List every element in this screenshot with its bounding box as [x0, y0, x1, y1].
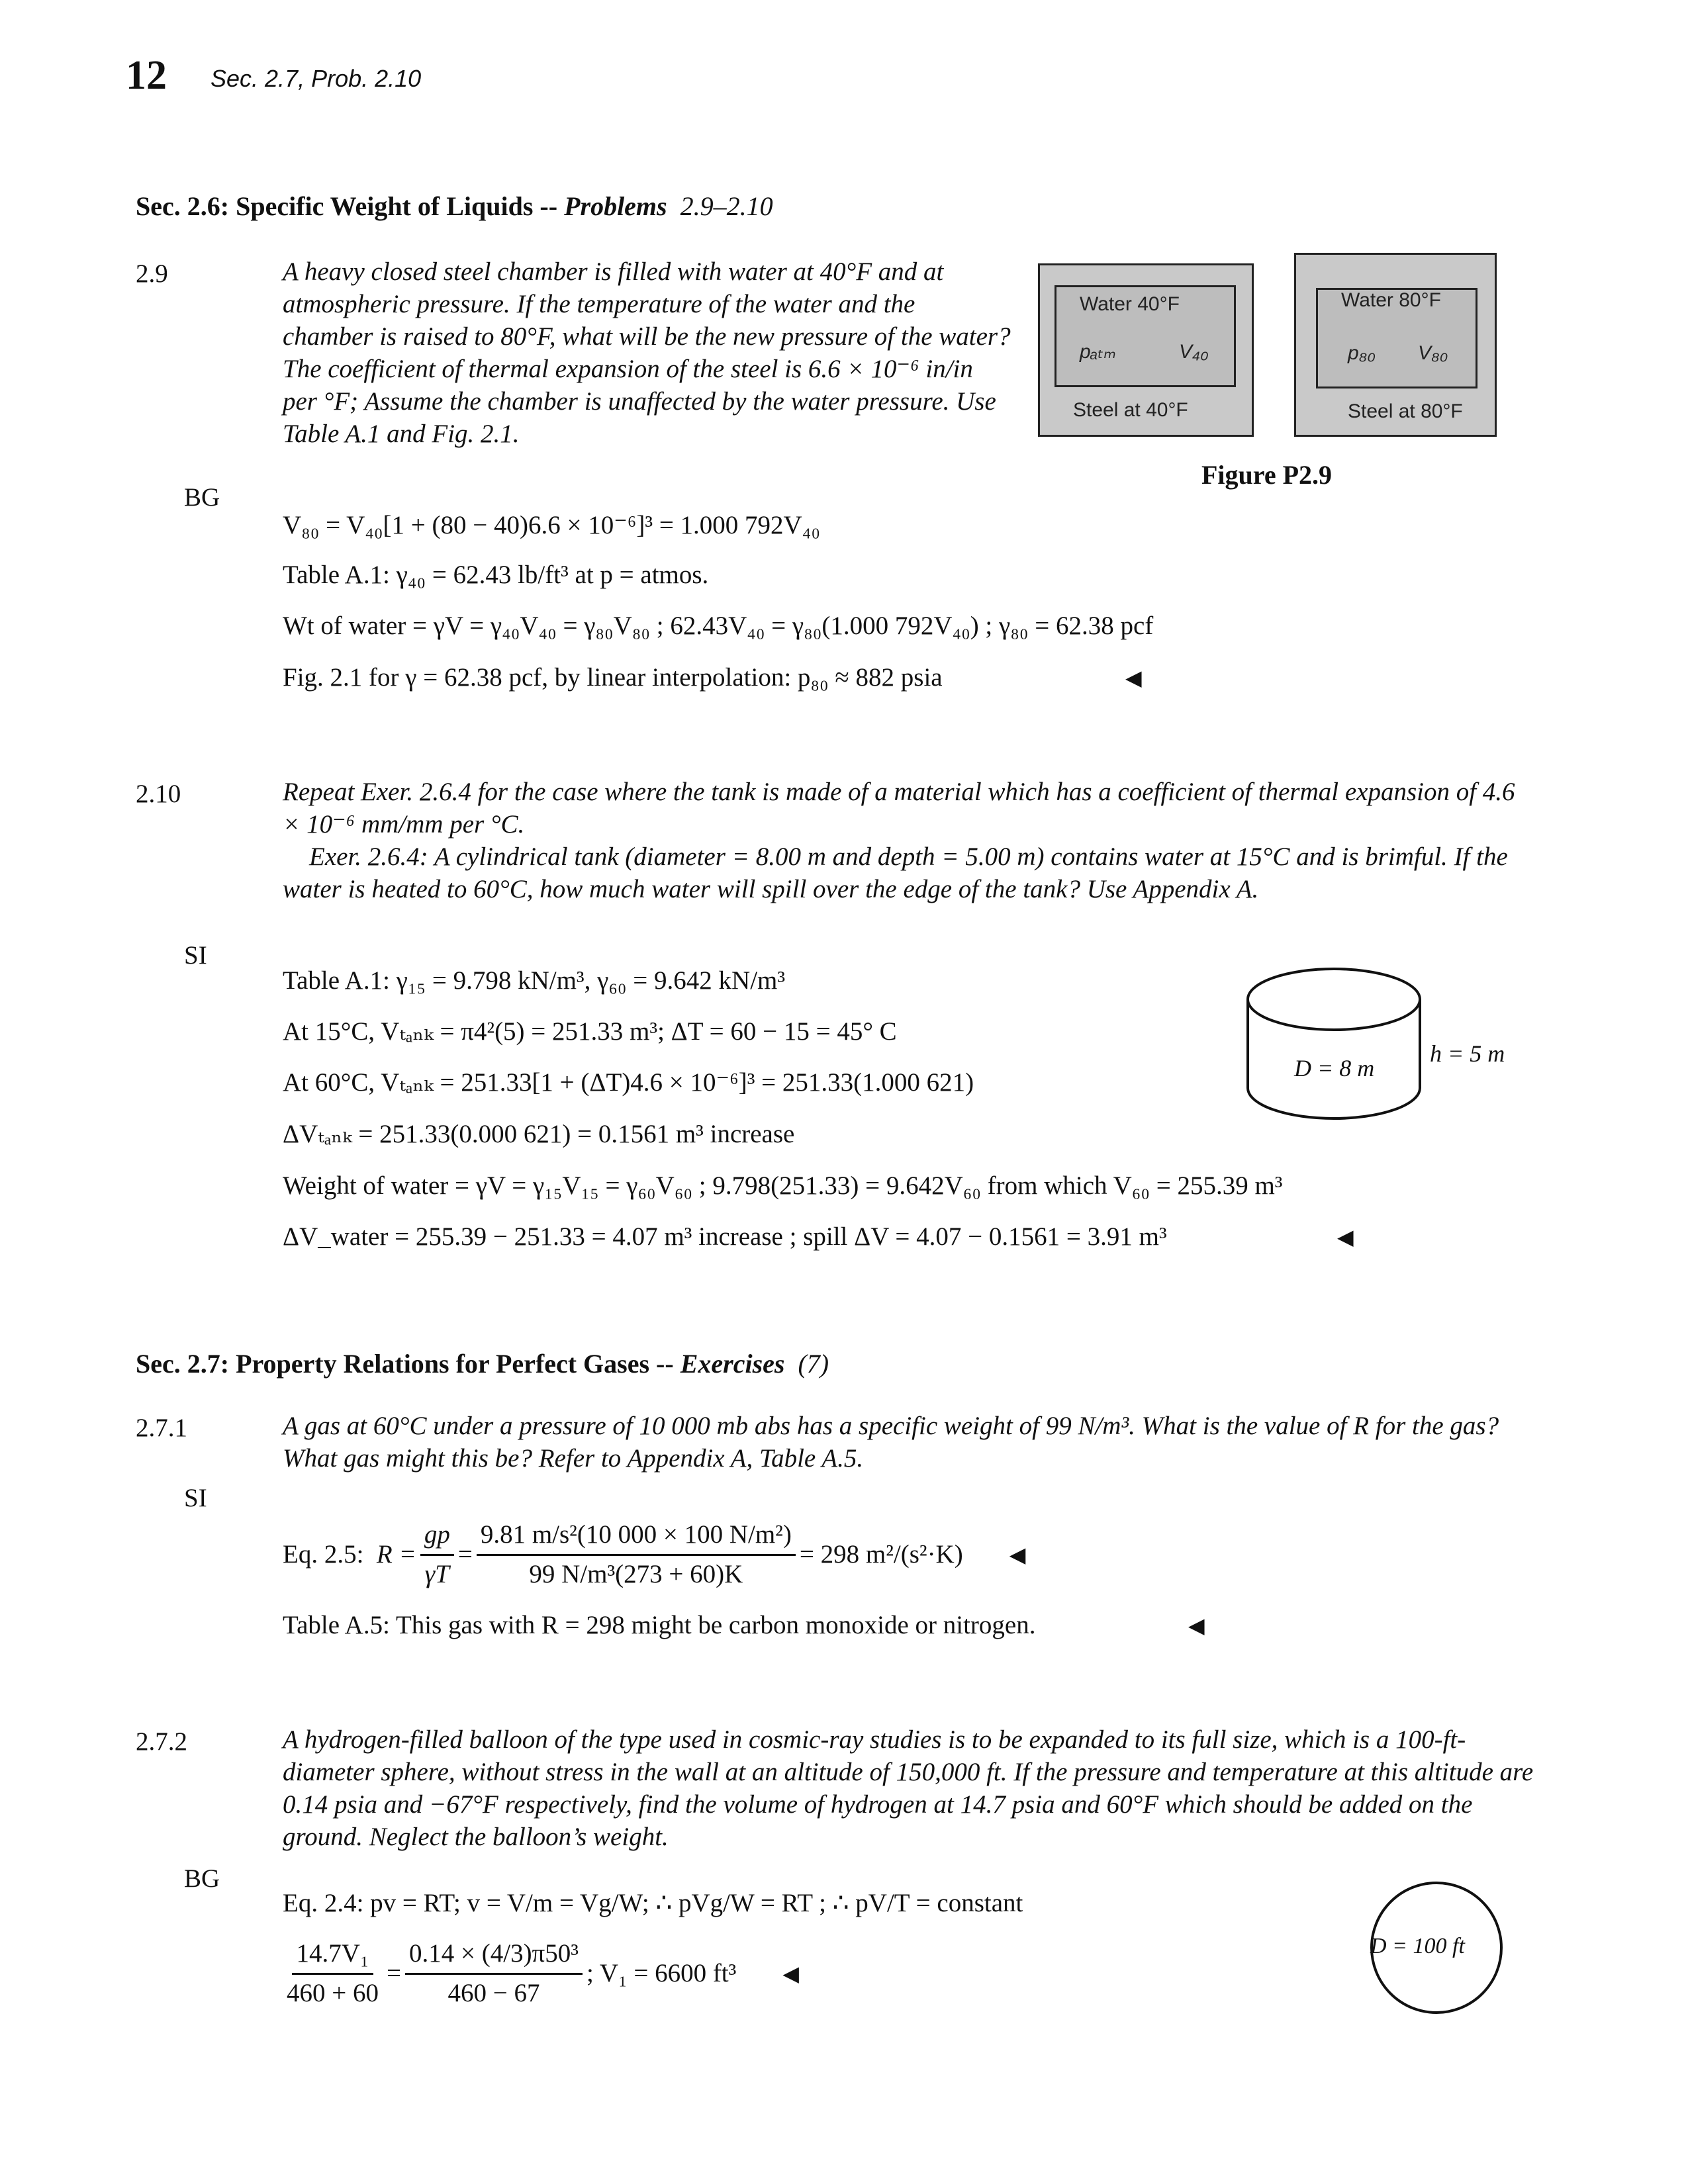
water-label: Water 80°F [1341, 289, 1441, 311]
volume-label: V₈₀ [1418, 342, 1448, 364]
problem-number: 2.10 [136, 780, 181, 808]
section-heading-italic: Problems [564, 191, 667, 221]
section-heading-range: 2.9–2.10 [680, 191, 773, 221]
answer-marker: ◀ [1125, 666, 1142, 690]
unit-system-tag: BG [184, 1864, 220, 1893]
problem-statement: A gas at 60°C under a pressure of 10 000 mb abs has a specific weight of 99 N/m³. What is the value of R for the gas? What gas might this be? Refer to Appendix A, Table A.5. [283, 1412, 1499, 1473]
fraction-numerator: gp [420, 1519, 454, 1556]
page-number: 12 [126, 53, 167, 98]
fraction-numerator: 0.14 × (4/3)π50³ [405, 1938, 583, 1975]
equation-lhs: R = [376, 1539, 416, 1569]
problem-statement: Exer. 2.6.4: A cylindrical tank (diameter = 8.00 m and depth = 5.00 m) contains water at 15°C and is brimful. If the water is heated to 60°C, how much water will spill over the edge of the tank? Use Appendix A. [283, 842, 1508, 903]
equation-label: Eq. 2.5: [283, 1539, 364, 1569]
fraction-denominator: γT [424, 1559, 449, 1588]
solution-line: Table A.1: γ₁₅ = 9.798 kN/m³, γ₆₀ = 9.642 kN/m³ [283, 966, 786, 995]
solution-line: Fig. 2.1 for γ = 62.38 pcf, by linear interpolation: p₈₀ ≈ 882 psia [283, 663, 943, 692]
section-heading-prefix: Sec. 2.7: Property Relations for Perfect Gases -- [136, 1349, 680, 1379]
fraction [477, 1519, 796, 1591]
steel-label: Steel at 80°F [1348, 400, 1463, 422]
tank-bottom-arc [1248, 1088, 1420, 1118]
section-heading-2-7 [136, 1347, 829, 1381]
pressure-label: p₈₀ [1348, 342, 1376, 364]
problem-number: 2.7.1 [136, 1414, 187, 1442]
sphere-diameter-label: D = 100 ft [1370, 1934, 1465, 1958]
solution-line: Eq. 2.4: pv = RT; v = V/m = Vg/W; ∴ pVg/W = RT ; ∴ pV/T = constant [283, 1889, 1023, 1917]
fraction-denominator: 99 N/m³(273 + 60)K [529, 1559, 743, 1588]
solution-line: At 60°C, Vₜₐₙₖ = 251.33[1 + (ΔT)4.6 × 10⁻⁶]³ = 251.33(1.000 621) [283, 1068, 974, 1097]
answer-marker: ◀ [1188, 1614, 1205, 1637]
equation-result: = 298 m²/(s²·K) [799, 1539, 963, 1569]
water-label: Water 40°F [1080, 293, 1180, 315]
volume-label: V₄₀ [1179, 341, 1209, 363]
problem-statement: A hydrogen-filled balloon of the type used in cosmic-ray studies is to be expanded to its full size, which is a 100-ft-diameter sphere, without stress in the wall at an altitude of 150,000 ft. If the pressure and temperature at this altitude are 0.14 psia and −67°F respectively, find the volume of hydrogen at 14.7 psia and 60°F which should be added on the ground. Neglect the balloon’s weight. [283, 1725, 1534, 1851]
solution-line: Wt of water = γV = γ₄₀V₄₀ = γ₈₀V₈₀ ; 62.43V₄₀ = γ₈₀(1.000 792V₄₀) ; γ₈₀ = 62.38 pcf [283, 612, 1154, 640]
volume-equation: $\frac{\text{14.7V₁}}{460 + 60}$ = $\frac{\text{0.14 × (4/3)π50³}}{460 - 67}$ ; V₁ = 6600 ft³ ◀ [283, 1938, 799, 2010]
problem-number: 2.9 [136, 259, 168, 288]
solution-line: ΔVₜₐₙₖ = 251.33(0.000 621) = 0.1561 m³ increase [283, 1120, 795, 1148]
answer-marker: ◀ [1009, 1543, 1026, 1567]
fraction [420, 1519, 454, 1591]
running-header: Sec. 2.7, Prob. 2.10 [211, 65, 422, 92]
tank-top-ellipse [1248, 969, 1420, 1030]
fraction [283, 1938, 383, 2010]
fraction-numerator: 14.7V₁ [292, 1938, 373, 1975]
solution-line: Table A.5: This gas with R = 298 might be carbon monoxide or nitrogen. [283, 1611, 1036, 1639]
answer-marker: ◀ [782, 1962, 799, 1986]
unit-system-tag: SI [184, 1484, 207, 1512]
fraction-denominator: 460 − 67 [447, 1978, 540, 2007]
pressure-label: pₐₜₘ [1080, 341, 1116, 363]
fraction-numerator: 9.81 m/s²(10 000 × 100 N/m²) [477, 1519, 796, 1556]
fraction-denominator: 460 + 60 [287, 1978, 379, 2007]
equation-2-5: Eq. 2.5: R = $\frac{gp}{\gamma T}$ = $\frac{\text{9.81 m/s²(10 000 × 100 N/m²)}}{\text{99 N/m³(273 + 60)K}}$ = 298 m²/(s²·K) ◀ [283, 1519, 1025, 1591]
solution-line: At 15°C, Vₜₐₙₖ = π4²(5) = 251.33 m³; ΔT = 60 − 15 = 45° C [283, 1017, 897, 1046]
problem-statement: A heavy closed steel chamber is filled with water at 40°F and at atmospheric pressure. If the temperature of the water and the chamber is raised to 80°F, what will be the new pressure of the water? The coefficient of thermal expansion of the steel is 6.6 × 10⁻⁶ in/in per °F; Assume the chamber is unaffected by the water pressure. Use Table A.1 and Fig. 2.1. [283, 257, 1011, 448]
answer-marker: ◀ [1337, 1225, 1354, 1249]
figure-chamber-80F [1294, 253, 1497, 437]
fraction [405, 1938, 583, 2010]
unit-system-tag: SI [184, 941, 207, 970]
section-heading-2-6 [136, 190, 773, 223]
problem-number: 2.7.2 [136, 1727, 187, 1756]
section-heading-italic: Exercises [680, 1349, 785, 1379]
solution-line: Weight of water = γV = γ₁₅V₁₅ = γ₆₀V₆₀ ; 9.798(251.33) = 9.642V₆₀ from which V₆₀ = 255.39 m³ [283, 1171, 1283, 1200]
problem-statement: Repeat Exer. 2.6.4 for the case where the tank is made of a material which has a coefficient of thermal expansion of 4.6 × 10⁻⁶ mm/mm per °C. [283, 778, 1515, 839]
section-heading-prefix: Sec. 2.6: Specific Weight of Liquids -- [136, 191, 565, 221]
solution-line: Table A.1: γ₄₀ = 62.43 lb/ft³ at p = atmos. [283, 561, 709, 589]
equation-result: ; V₁ = 6600 ft³ [586, 1958, 737, 1987]
section-heading-count: (7) [798, 1349, 829, 1379]
steel-label: Steel at 40°F [1073, 399, 1188, 421]
figure-chamber-40F [1038, 263, 1254, 437]
figure-caption: Figure P2.9 [1201, 460, 1333, 490]
solution-line: V₈₀ = V₄₀[1 + (80 − 40)6.6 × 10⁻⁶]³ = 1.000 792V₄₀ [283, 511, 820, 539]
tank-diameter-label: D = 8 m [1294, 1055, 1375, 1081]
solution-line: ΔV_water = 255.39 − 251.33 = 4.07 m³ increase ; spill ΔV = 4.07 − 0.1561 = 3.91 m³ [283, 1222, 1167, 1251]
unit-system-tag: BG [184, 483, 220, 512]
tank-height-label: h = 5 m [1430, 1040, 1505, 1067]
